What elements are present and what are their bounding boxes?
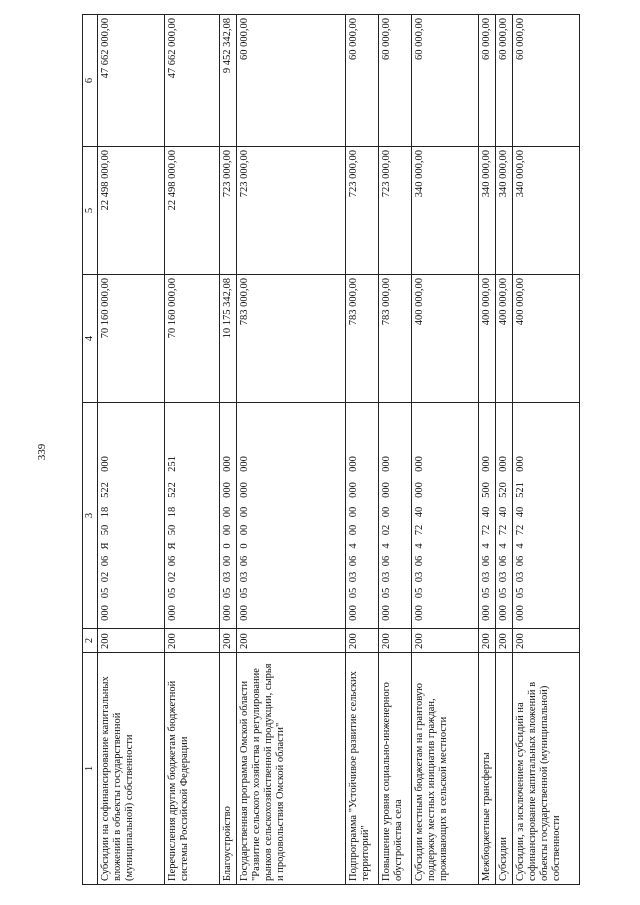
code-part: 000 (498, 456, 510, 472)
code-part: 000 (100, 456, 112, 472)
row-col6: 60 000,00 (412, 15, 479, 147)
row-col2: 200 (165, 629, 220, 653)
code-part: 000 (414, 605, 426, 621)
row-code (346, 403, 379, 629)
code-part: 40 (414, 506, 426, 518)
code-part: 521 (515, 482, 527, 498)
row-col4: 70 160 000,00 (98, 275, 165, 403)
row-name: Повышение уровня социально-инженерного обустройства села (379, 653, 412, 885)
code-part: 06 (100, 555, 112, 567)
code-part: 000 (222, 456, 234, 472)
row-col2: 200 (379, 629, 412, 653)
code-part: 06 (381, 555, 393, 567)
code-part: 00 (348, 524, 360, 536)
row-col4: 783 000,00 (237, 275, 346, 403)
row-col6: 47 662 000,00 (165, 15, 220, 147)
code-part: 000 (100, 605, 112, 621)
row-col4: 400 000,00 (496, 275, 513, 403)
row-name: Межбюджетные трансферты (479, 653, 496, 885)
row-col2: 200 (98, 629, 165, 653)
code-part: 000 (239, 605, 251, 621)
row-col4: 400 000,00 (412, 275, 479, 403)
code-part: 00 (222, 555, 234, 567)
code-part: 05 (100, 587, 112, 599)
code-part: 40 (481, 506, 493, 518)
code-part: 000 (348, 456, 360, 472)
table-row (479, 15, 496, 885)
table-row (513, 15, 580, 885)
code-part: Я (100, 542, 112, 550)
code-part: 000 (381, 482, 393, 498)
code-part: 000 (481, 605, 493, 621)
code-part: 000 (222, 482, 234, 498)
code-part: 05 (222, 587, 234, 599)
code-part: 500 (481, 482, 493, 498)
page-number: 339 (36, 443, 48, 461)
code-part: 00 (222, 506, 234, 518)
row-col6: 60 000,00 (479, 15, 496, 147)
header-col-4: 4 (83, 275, 98, 403)
code-part: 03 (515, 571, 527, 583)
code-part: 05 (498, 587, 510, 599)
code-part: 000 (348, 605, 360, 621)
code-part: 06 (167, 555, 179, 567)
code-part: 000 (381, 456, 393, 472)
row-code (379, 403, 412, 629)
code-part: 02 (100, 571, 112, 583)
code-part: 05 (167, 587, 179, 599)
row-col2: 200 (513, 629, 580, 653)
row-col2: 200 (220, 629, 237, 653)
table-row (98, 15, 165, 885)
row-col5: 340 000,00 (479, 147, 496, 275)
table-row (165, 15, 220, 885)
code-part: 4 (414, 543, 426, 549)
table-row (237, 15, 346, 885)
table-row (412, 15, 479, 885)
row-col5: 723 000,00 (346, 147, 379, 275)
row-col5: 22 498 000,00 (165, 147, 220, 275)
code-part: 05 (515, 587, 527, 599)
code-part: 18 (167, 506, 179, 518)
code-part: 00 (239, 506, 251, 518)
row-code (220, 403, 237, 629)
row-col2: 200 (496, 629, 513, 653)
code-part: 520 (498, 482, 510, 498)
row-col5: 22 498 000,00 (98, 147, 165, 275)
code-part: 03 (222, 571, 234, 583)
row-code (165, 403, 220, 629)
code-part: 03 (414, 571, 426, 583)
code-part: 06 (515, 555, 527, 567)
code-part: 50 (100, 524, 112, 536)
row-code (513, 403, 580, 629)
code-part: 72 (515, 524, 527, 536)
row-name: Перечисления другим бюджетам бюджетной системы Российской Федерации (165, 653, 220, 885)
code-part: 000 (414, 456, 426, 472)
code-part: 18 (100, 506, 112, 518)
header-col-2: 2 (83, 629, 98, 653)
row-code (412, 403, 479, 629)
code-part: 03 (498, 571, 510, 583)
row-col4: 400 000,00 (479, 275, 496, 403)
code-part: 02 (381, 524, 393, 536)
row-col4: 70 160 000,00 (165, 275, 220, 403)
row-name: Субсидии местным бюджетам на грантовую поддержку местных инициатив граждан, проживающих в сельской местности (412, 653, 479, 885)
code-part: 4 (515, 543, 527, 549)
header-col-3: 3 (83, 403, 98, 629)
row-col4: 783 000,00 (379, 275, 412, 403)
row-code (98, 403, 165, 629)
code-part: Я (167, 542, 179, 550)
row-col6: 60 000,00 (237, 15, 346, 147)
code-part: 4 (481, 543, 493, 549)
code-part: 06 (239, 555, 251, 567)
row-col5: 723 000,00 (237, 147, 346, 275)
code-part: 02 (167, 571, 179, 583)
code-part: 000 (348, 482, 360, 498)
row-col6: 60 000,00 (513, 15, 580, 147)
code-part: 0 (239, 543, 251, 549)
code-part: 06 (481, 555, 493, 567)
code-part: 05 (239, 587, 251, 599)
row-name: Подпрограмма "Устойчивое развитие сельских территорий" (346, 653, 379, 885)
row-col5: 340 000,00 (513, 147, 580, 275)
row-col6: 60 000,00 (346, 15, 379, 147)
code-part: 50 (167, 524, 179, 536)
budget-table (82, 14, 580, 885)
code-part: 03 (239, 571, 251, 583)
code-part: 05 (348, 587, 360, 599)
code-part: 06 (498, 555, 510, 567)
code-part: 000 (515, 456, 527, 472)
row-code (496, 403, 513, 629)
code-part: 4 (348, 543, 360, 549)
row-col2: 200 (346, 629, 379, 653)
code-part: 05 (481, 587, 493, 599)
header-row (83, 15, 98, 885)
code-part: 03 (348, 571, 360, 583)
code-part: 05 (414, 587, 426, 599)
row-code (237, 403, 346, 629)
row-name: Субсидии на софинансирование капитальных вложений в объекты государственной (муниципальной) собственности (98, 653, 165, 885)
row-name: Государственная программа Омской области "Развитие сельского хозяйства и регулирование рынков сельскохозяйственной продукции, сырья и продовольствия Омской области" (237, 653, 346, 885)
row-name: Благоустройство (220, 653, 237, 885)
row-col6: 9 452 342,08 (220, 15, 237, 147)
code-part: 40 (498, 506, 510, 518)
row-col2: 200 (237, 629, 346, 653)
code-part: 000 (515, 605, 527, 621)
code-part: 00 (381, 506, 393, 518)
header-col-1: 1 (83, 653, 98, 885)
row-col2: 200 (479, 629, 496, 653)
row-col5: 723 000,00 (379, 147, 412, 275)
code-part: 000 (381, 605, 393, 621)
code-part: 522 (100, 482, 112, 498)
code-part: 00 (239, 524, 251, 536)
code-part: 000 (222, 605, 234, 621)
code-part: 000 (498, 605, 510, 621)
code-part: 4 (498, 543, 510, 549)
code-part: 000 (414, 482, 426, 498)
code-part: 00 (348, 506, 360, 518)
code-part: 522 (167, 482, 179, 498)
row-col5: 340 000,00 (412, 147, 479, 275)
code-part: 00 (222, 524, 234, 536)
code-part: 03 (481, 571, 493, 583)
header-col-6: 6 (83, 15, 98, 147)
rotated-table-container (82, 15, 563, 885)
code-part: 000 (481, 456, 493, 472)
code-part: 000 (167, 605, 179, 621)
row-col5: 340 000,00 (496, 147, 513, 275)
code-part: 03 (381, 571, 393, 583)
table-row (346, 15, 379, 885)
table-row (379, 15, 412, 885)
row-col6: 47 662 000,00 (98, 15, 165, 147)
row-name: Субсидии (496, 653, 513, 885)
header-col-5: 5 (83, 147, 98, 275)
code-part: 06 (414, 555, 426, 567)
table-body (98, 15, 580, 885)
row-col4: 400 000,00 (513, 275, 580, 403)
code-part: 40 (515, 506, 527, 518)
code-part: 000 (239, 456, 251, 472)
row-col4: 783 000,00 (346, 275, 379, 403)
row-code (479, 403, 496, 629)
row-col6: 60 000,00 (379, 15, 412, 147)
row-col2: 200 (412, 629, 479, 653)
table-row (220, 15, 237, 885)
code-part: 0 (222, 543, 234, 549)
code-part: 251 (167, 456, 179, 472)
table-row (496, 15, 513, 885)
row-col6: 60 000,00 (496, 15, 513, 147)
code-part: 72 (481, 524, 493, 536)
row-col4: 10 175 342,08 (220, 275, 237, 403)
code-part: 000 (239, 482, 251, 498)
code-part: 4 (381, 543, 393, 549)
code-part: 05 (381, 587, 393, 599)
row-col5: 723 000,00 (220, 147, 237, 275)
code-part: 72 (414, 524, 426, 536)
code-part: 72 (498, 524, 510, 536)
row-name: Субсидии, за исключением субсидий на софинансирование капитальных вложений в объекты государственной (муниципальной) собственности (513, 653, 580, 885)
code-part: 06 (348, 555, 360, 567)
